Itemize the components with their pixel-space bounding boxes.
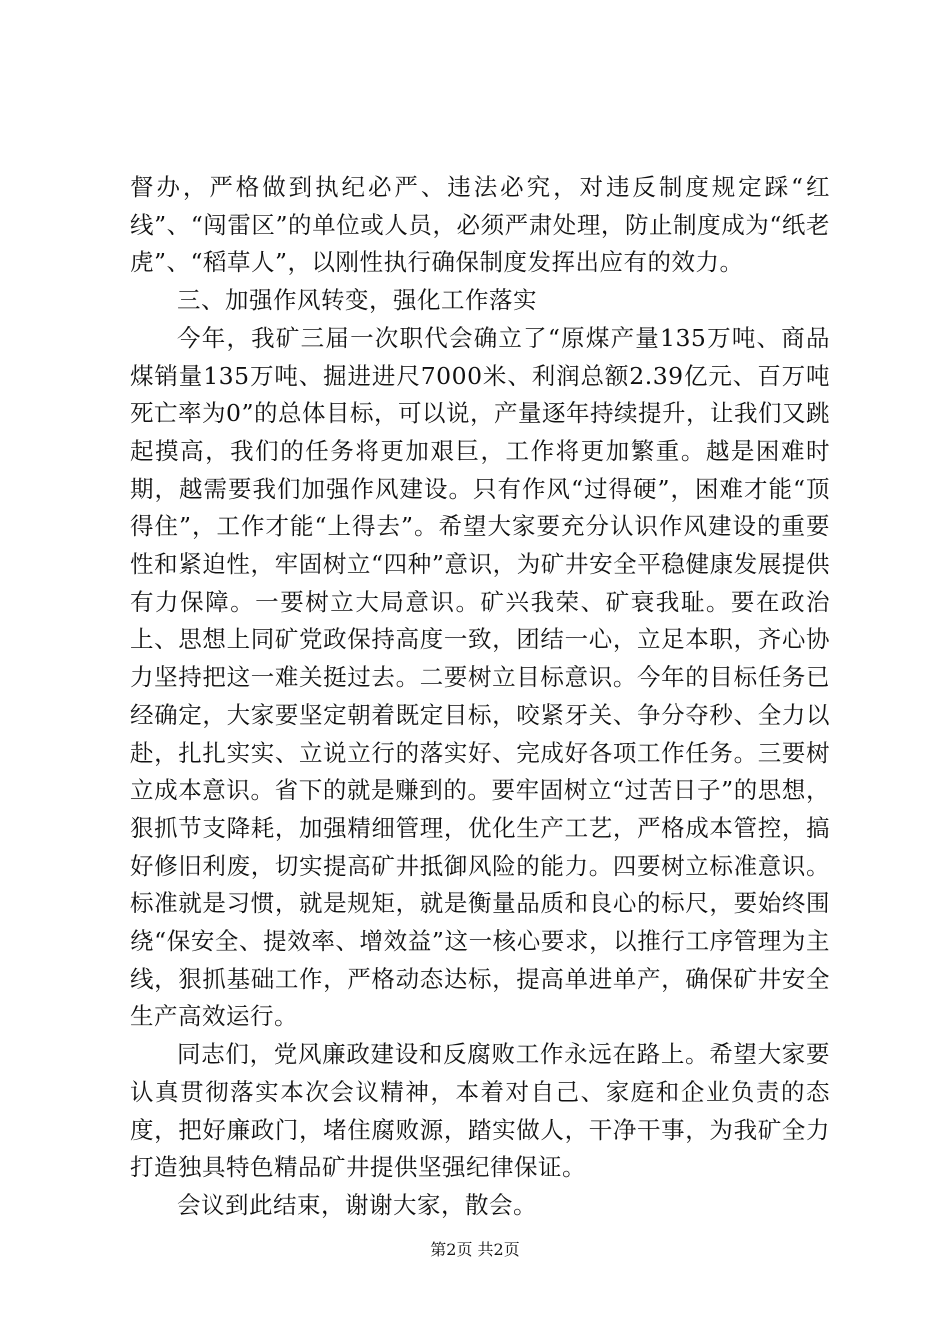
page-footer: 第2页 共2页 — [430, 1240, 520, 1259]
section-heading: 三、加强作风转变，强化工作落实 — [177, 286, 537, 315]
paragraph-goals: 今年，我矿三届一次职代会确立了“原煤产量135万吨、商品煤销量135万吨、掘进进尺7000米、利润总额2.39亿元、百万吨死亡率为0”的总体目标，可以说，产量逐年持续提升，让我们又跳起摸高，我们的任务将更加艰巨，工作将更加繁重。越是困难时期，越需要我们加强作风建设。只有作风“过得硬”，困难才能“顶得住”，工作才能“上得去”。希望大家要充分认识作风建设的重要性和紧迫性，牢固树立“四种”意识，为矿井安全平稳健康发展提供有力保障。一要树立大局意识。矿兴我荣、矿衰我耻。要在政治上、思想上同矿党政保持高度一致，团结一心，立足本职，齐心协力坚持把这一难关挺过去。二要树立目标意识。今年的目标任务已经确定，大家要坚定朝着既定目标，咬紧牙关、争分夺秒、全力以赴，扎扎实实、立说立行的落实好、完成好各项工作任务。三要树立成本意识。省下的就是赚到的。要牢固树立“过苦日子”的思想，狠抓节支降耗，加强精细管理，优化生产工艺，严格成本管控，搞好修旧利废，切实提高矿井抵御风险的能力。四要树立标准意识。标准就是习惯，就是规矩，就是衡量品质和良心的标尺，要始终围绕“保安全、提效率、增效益”这一核心要求，以推行工序管理为主线，狠抓基础工作，严格动态达标，提高单进单产，确保矿井安全生产高效运行。 — [130, 323, 830, 1031]
paragraph-comrades: 同志们，党风廉政建设和反腐败工作永远在路上。希望大家要认真贯彻落实本次会议精神，本着对自己、家庭和企业负责的态度，把好廉政门，堵住腐败源，踏实做人，干净干事，为我矿全力打造独具特色精品矿井提供坚强纪律保证。 — [130, 1040, 830, 1182]
document-body — [130, 169, 830, 1225]
paragraph-closing: 会议到此结束，谢谢大家，散会。 — [177, 1190, 537, 1219]
paragraph-continuation: 督办，严格做到执纪必严、违法必究，对违反制度规定踩“红线”、“闯雷区”的单位或人员，必须严肃处理，防止制度成为“纸老虎”、“稻草人”，以刚性执行确保制度发挥出应有的效力。 — [130, 173, 830, 277]
